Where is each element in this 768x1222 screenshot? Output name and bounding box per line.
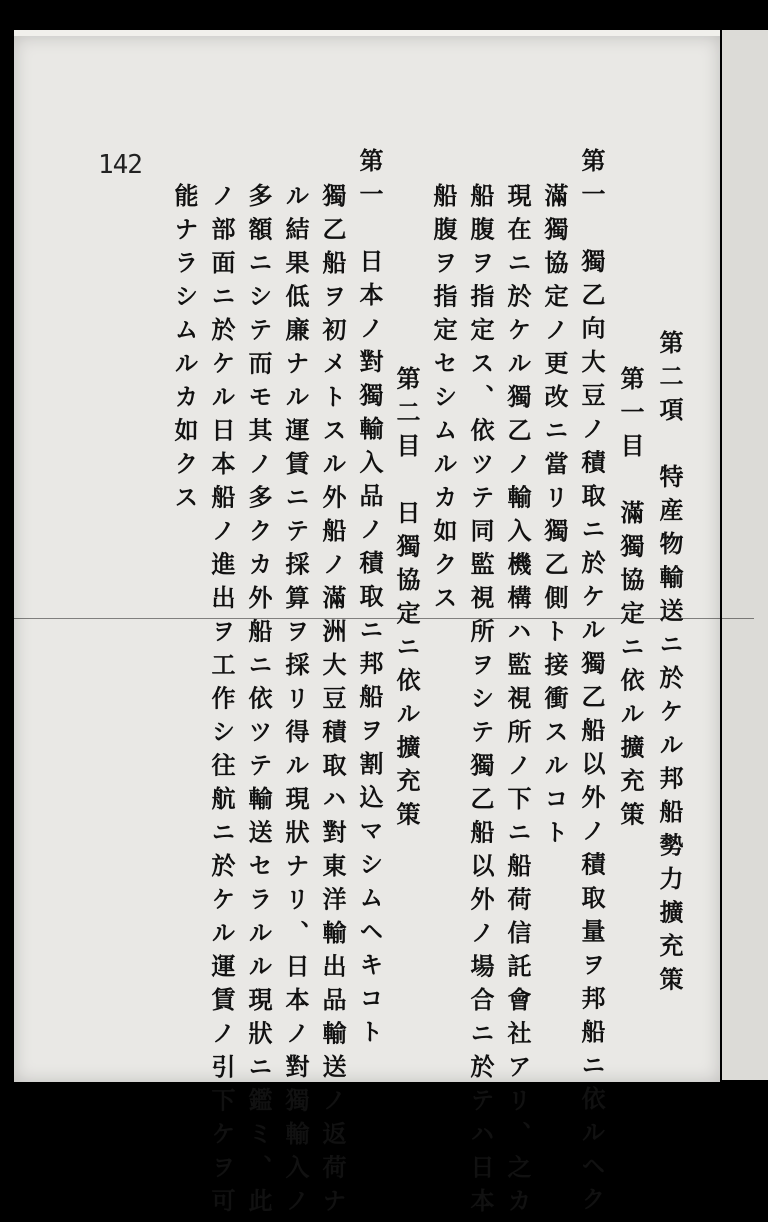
text-line-5: 船腹ヲ指定セシムルカ如クス — [429, 183, 458, 619]
section-heading: 第二項 特産物輸送ニ於ケル邦船勢力擴充策 — [655, 330, 684, 1000]
text-line-4: 船腹ヲ指定ス、依ツテ同監視所ヲシテ獨乙船以外ノ場合ニ於テハ日本 — [466, 183, 495, 1222]
text-line-3: 現在ニ於ケル獨乙ノ輸入機構ハ監視所ノ下ニ船荷信託會社アリ、之カ — [503, 183, 532, 1222]
text-line-2: 滿獨協定ノ更改ニ當リ獨乙側ト接衝スルコト — [540, 183, 569, 853]
text-line-11: 能ナラシムルカ如クス — [170, 183, 199, 518]
text-line-6: 第一 日本ノ對獨輸入品ノ積取ニ邦船ヲ割込マシムヘキコト — [355, 148, 384, 1053]
subheading-2: 第二目 日獨協定ニ依ル擴充策 — [392, 366, 421, 835]
next-page-edge — [722, 30, 768, 1080]
text-line-8: ル結果低廉ナル運賃ニテ採算ヲ採リ得ル現狀ナリ、日本ノ對獨輸入ノ — [281, 183, 310, 1222]
text-line-10: ノ部面ニ於ケル日本船ノ進出ヲ工作シ往航ニ於ケル運賃ノ引下ケヲ可 — [207, 183, 236, 1222]
text-line-9: 多額ニシテ而モ其ノ多クカ外船ニ依ツテ輸送セラルル現狀ニ鑑ミ、此 — [244, 183, 273, 1222]
subheading-1: 第一目 滿獨協定ニ依ル擴充策 — [616, 366, 645, 835]
text-line-7: 獨乙船ヲ初メトスル外船ノ滿洲大豆積取ハ對東洋輸出品輸送ノ返荷ナ — [318, 183, 347, 1222]
page-number: 142 — [98, 150, 142, 180]
text-line-1: 第一 獨乙向大豆ノ積取ニ於ケル獨乙船以外ノ積取量ヲ邦船ニ依ルヘク — [577, 148, 606, 1220]
